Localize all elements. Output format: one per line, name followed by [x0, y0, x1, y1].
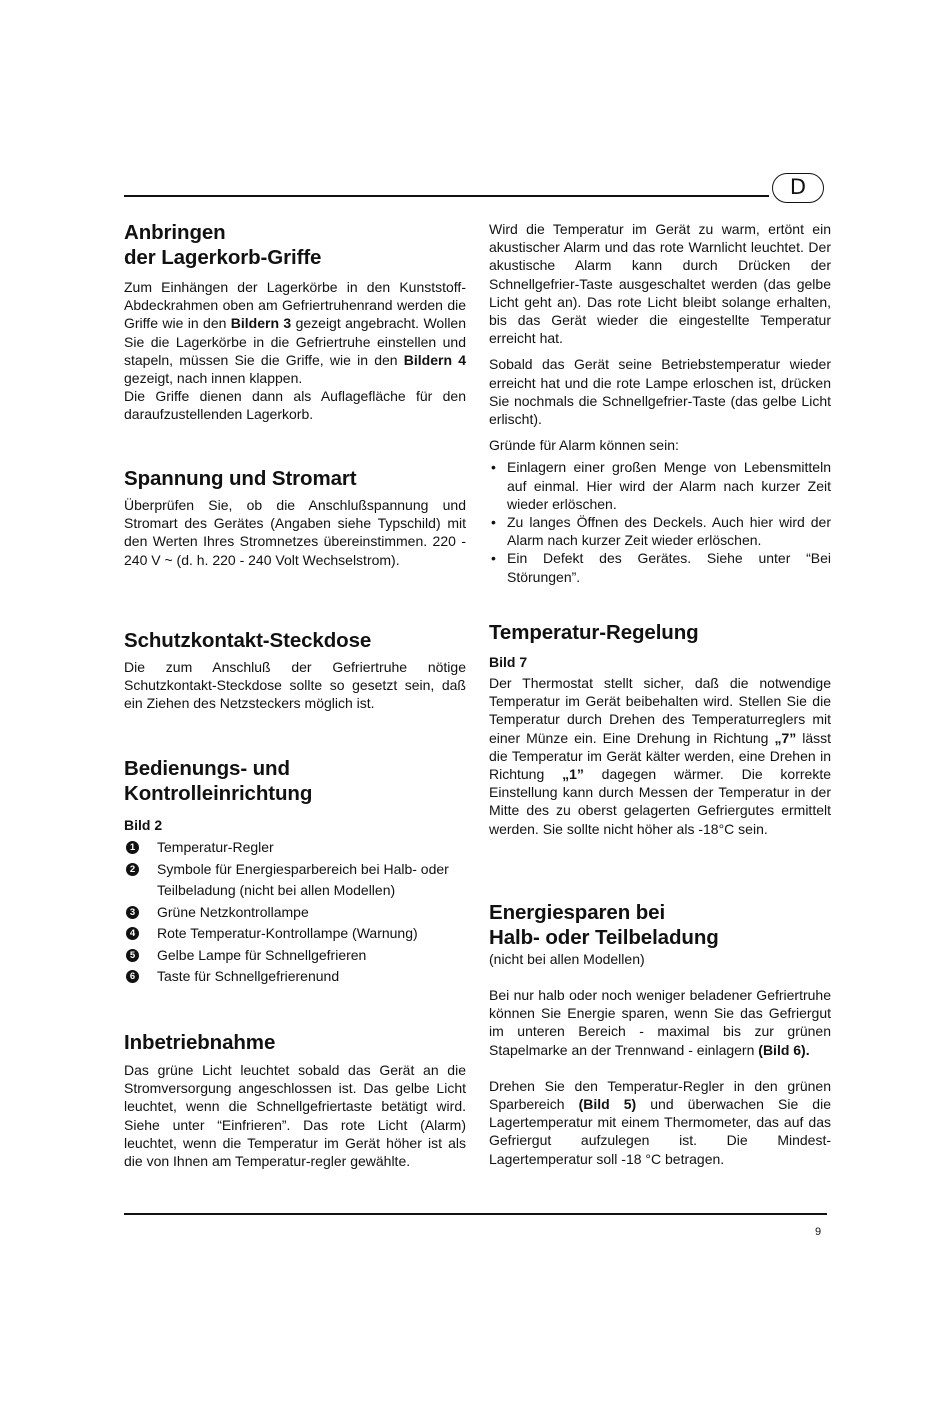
header-rule — [124, 195, 769, 197]
temperatur-paragraph: Der Thermostat stellt sicher, daß die notwendige Temperatur im Gerät beibehalten wird. Stellen Sie die Temperatur durch Drehen des Temperaturreglers mit einer Münze ein. Eine Drehung in Richtung „7” lässt die Temperatur im Gerät kälter werden, eine Drehen in Richtung „1” dagegen wärmer. Die korrekte Einstellung kann durch Messen der Temperatur in der Mitte des zu oberst gelagerten Gefriergutes ermittelt werden. Sie sollte nicht höher als -18°C sein. — [489, 675, 831, 837]
list-item: 4 Rote Temperatur-Kontrollampe (Warnung) — [124, 923, 466, 945]
list-item: 5 Gelbe Lampe für Schnellgefrieren — [124, 945, 466, 967]
energie-paragraph-2: Drehen Sie den Temperatur-Regler in den grünen Sparbereich (Bild 5) und überwachen Sie die Lagertemperatur mit einem Thermometer, das auf das Gefriergut aufzulegen ist. Die Mindest-Lagertemperatur soll -18 °C betragen. — [489, 1077, 831, 1167]
bold-ref: Bildern 3 — [230, 315, 292, 332]
section-alarm — [489, 220, 831, 586]
section-title-griffe — [124, 220, 466, 270]
section-griffe — [124, 220, 466, 424]
griffe-paragraph-1: Zum Einhängen der Lagerkörbe in den Kunststoff-Abdeckrahmen oben am Gefriertruhenrand werden die Griffe wie in den Bildern 3 gezeigt angebracht. Wollen Sie die Lagerkörbe in die Gefriertruhe einstellen und stapeln, müssen Sie die Griffe, wie in den Bildern 4 gezeigt, nach innen klappen. — [124, 279, 467, 387]
list-item: 6 Taste für Schnellgefrierenund — [124, 966, 466, 988]
list-item: • Ein Defekt des Gerätes. Siehe unter “Bei Störungen”. — [489, 549, 831, 585]
number-badge: 2 — [126, 863, 139, 876]
energie-subtitle: (nicht bei allen Modellen) — [489, 951, 645, 967]
alarm-paragraph-2: Sobald das Gerät seine Betriebstemperatur wieder erreicht hat und die rote Lampe erloschen ist, drücken Sie nochmals die Schnellgefrier-Taste (das gelbe Licht erlischt). — [489, 356, 831, 428]
language-badge: D — [772, 173, 824, 203]
steckdose-paragraph: Die zum Anschluß der Gefriertruhe nötige Schutzkontakt-Steckdose sollte so gesetzt sein, daß ein Ziehen des Netzsteckers möglich ist. — [124, 659, 466, 712]
control-list — [124, 837, 466, 988]
section-energie — [489, 900, 831, 1168]
bold-ref: Bildern 4 — [403, 351, 467, 368]
inbetrieb-paragraph: Das grüne Licht leuchtet sobald das Gerät an die Stromversorgung angeschlossen ist. Das gelbe Licht leuchtet, wenn die Schnellgefriertaste betätigt wird. Siehe unter “Einfrieren”. Das rote Licht (Alarm) leuchtet, wenn die Temperatur im Gerät höher ist als die von Ihnen am Temperatur-regler gewählte. — [124, 1062, 466, 1170]
list-item: 2 Symbole für Energiesparbereich bei Halb- oder Teilbeladung (nicht bei allen Modellen) — [124, 859, 466, 902]
page-number: 9 — [815, 1226, 822, 1238]
number-badge: 4 — [126, 927, 139, 940]
energie-paragraph-1: Bei nur halb oder noch weniger beladener Gefriertruhe können Sie Energie sparen, wenn Sie das Gefriergut im unteren Bereich - maximal bis zur grünen Stapelmarke an der Trennwand - einlagern (Bild 6). — [489, 987, 831, 1058]
list-item: • Zu langes Öffnen des Deckels. Auch hier wird der Alarm nach kurzer Zeit wieder erlöschen. — [489, 513, 831, 549]
section-title-spannung: Spannung und Stromart — [124, 467, 357, 490]
section-title-inbetrieb: Inbetriebnahme — [124, 1031, 276, 1054]
section-title-bedienung: Bedienungs- und Kontrolleinrichtung — [124, 757, 313, 805]
title-line-2: der Lagerkorb-Griffe — [124, 246, 322, 269]
list-item: • Einlagern einer großen Menge von Lebensmitteln auf einmal. Hier wird der Alarm nach kurzer Zeit wieder erlöschen. — [489, 458, 831, 513]
bild-label: Bild 7 — [489, 654, 528, 670]
list-item: 3 Grüne Netzkontrollampe — [124, 902, 466, 924]
alarm-paragraph-1: Wird die Temperatur im Gerät zu warm, ertönt ein akustischer Alarm und das rote Warnlicht leuchtet. Der akustische Alarm kann durch Drücken der Schnellgefrier-Taste ausgeschaltet werden (das gelbe Licht geht an). Das rote Licht bleibt solange erhalten, bis das Gerät wieder die eingestellte Temperatur erreicht hat. — [489, 221, 831, 347]
section-steckdose — [124, 628, 466, 713]
bold-ref: „1” — [562, 766, 584, 783]
bold-ref: (Bild 5) — [578, 1096, 637, 1113]
griffe-paragraph-2: Die Griffe dienen dann als Auflagefläche für den daraufzustellenden Lagerkorb. — [124, 388, 466, 423]
section-title-steckdose: Schutzkontakt-Steckdose — [124, 629, 372, 652]
number-badge: 5 — [126, 949, 139, 962]
section-spannung — [124, 466, 466, 569]
number-badge: 1 — [126, 841, 139, 854]
number-badge: 6 — [126, 970, 139, 983]
bild-label: Bild 2 — [124, 817, 163, 833]
footer-rule — [124, 1213, 827, 1215]
section-bedienung — [124, 756, 466, 988]
alarm-reasons-list — [489, 458, 831, 585]
spannung-paragraph: Überprüfen Sie, ob die Anschlußspannung und Stromart des Gerätes (Angaben siehe Typschild) mit den Werten Ihres Stromnetzes übereinstimmen. 220 - 240 V ~ (d. h. 220 - 240 Volt Wechselstrom). — [124, 497, 466, 568]
section-temperatur — [489, 620, 831, 838]
title-line-1: Anbringen — [124, 221, 226, 244]
bold-ref: „7” — [774, 729, 797, 746]
list-item: 1 Temperatur-Regler — [124, 837, 466, 859]
alarm-paragraph-3: Gründe für Alarm können sein: — [489, 437, 679, 454]
section-title-energie: Energiesparen bei Halb- oder Teilbeladung — [489, 901, 719, 949]
number-badge: 3 — [126, 906, 139, 919]
section-title-temperatur: Temperatur-Regelung — [489, 621, 699, 644]
bold-ref: (Bild 6). — [758, 1041, 810, 1058]
section-inbetrieb — [124, 1030, 466, 1170]
